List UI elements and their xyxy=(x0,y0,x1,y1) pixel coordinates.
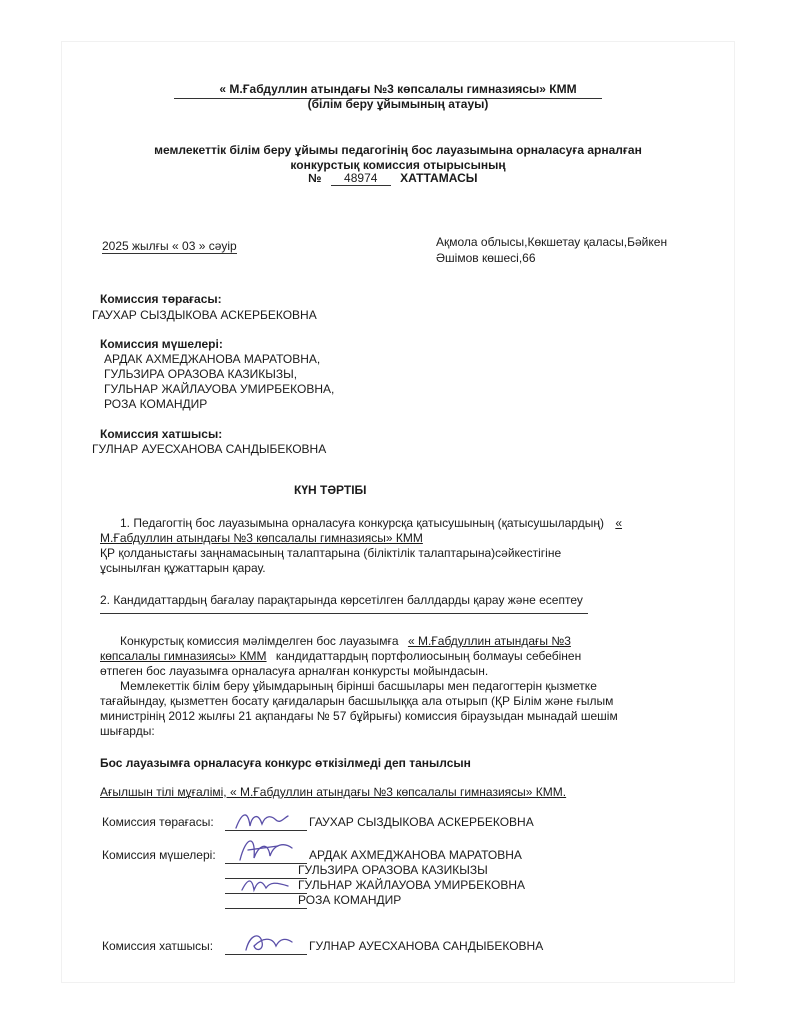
sign-member-name: ГУЛЬЗИРА ОРАЗОВА КАЗИКЫЗЫ xyxy=(298,863,488,877)
members-label: Комиссия мүшелері: xyxy=(100,337,223,351)
org-caption: (білім беру ұйымының атауы) xyxy=(307,97,489,111)
member-item: РОЗА КОМАНДИР xyxy=(104,397,208,411)
agenda-item1-line3: ҚР қолданыстағы заңнамасының талаптарына (біліктілік талаптарына)сәйкестігіне xyxy=(100,546,562,560)
sign-secretary-label: Комиссия хатшысы: xyxy=(102,939,214,953)
body-p1-line3: өтпеген бос лауазымға орналасуға арналған конкурсты мойындасын. xyxy=(100,664,489,678)
agenda-item2: 2. Кандидаттардың бағалау парақтарында көрсетілген баллдарды қарау және есептеу xyxy=(100,593,583,607)
title-line2: конкурстық комиссия отырысының xyxy=(290,158,506,172)
title-line1: мемлекеттік білім беру ұйымы педагогінің бос лауазымына орналасуға арналған xyxy=(154,143,642,157)
org-name: « М.Ғабдуллин атындағы №3 көпсалалы гимназиясы» КММ xyxy=(219,82,577,96)
protocol-word: ХАТТАМАСЫ xyxy=(400,171,478,185)
sign-member-name: РОЗА КОМАНДИР xyxy=(298,893,402,907)
member-item: АРДАК АХМЕДЖАНОВА МАРАТОВНА, xyxy=(104,352,321,366)
document-page xyxy=(62,42,734,982)
agenda-item1-line4: ұсынылған құжаттарын қарау. xyxy=(100,561,266,575)
body-p2-line3: министрінің 2012 жылғы 21 ақпандағы № 57 бұйрығы) комиссия біраузыдан мынадай шешім xyxy=(100,709,618,723)
decision-position: Ағылшын тілі мұғалімі, « М.Ғабдуллин атындағы №3 көпсалалы гимназиясы» КММ. xyxy=(100,785,567,799)
agenda-item1-line1: 1. Педагогтің бос лауазымына орналасуға конкурсқа қатысушының (қатысушылардың) « xyxy=(120,516,623,530)
address-line1: Ақмола облысы,Көкшетау қаласы,Бәйкен xyxy=(436,235,668,249)
number-prefix: № xyxy=(308,171,322,185)
protocol-number: 48974 xyxy=(331,171,391,186)
sign-chair-name: ГАУХАР СЫЗДЫКОВА АСКЕРБЕКОВНА xyxy=(309,815,534,829)
body-p1-line1: Конкурстық комиссия мәлімделген бос лауазымға « М.Ғабдуллин атындағы №3 xyxy=(120,634,571,648)
body-p1-line2: көпсалалы гимназиясы» КММ кандидаттардың портфолиосының болмауы себебінен xyxy=(100,649,582,663)
sign-member-name: ГУЛЬНАР ЖАЙЛАУОВА УМИРБЕКОВНА xyxy=(298,878,526,892)
sign-chair-label: Комиссия төрағасы: xyxy=(102,815,214,829)
secretary-label: Комиссия хатшысы: xyxy=(100,427,223,441)
decision-text: Бос лауазымға орналасуға конкурс өткізілмеді деп танылсын xyxy=(100,756,471,770)
sign-secretary-name: ГУЛНАР АУЕСХАНОВА САНДЫБЕКОВНА xyxy=(309,939,544,953)
address-line2: Әшімов көшесі,66 xyxy=(436,251,536,265)
protocol-number-row xyxy=(308,171,478,186)
sign-line xyxy=(225,908,307,909)
protocol-date: 2025 жылғы « 03 » сәуір xyxy=(102,239,237,253)
agenda-heading: КҮН ТӘРТІБІ xyxy=(294,483,367,497)
chair-label: Комиссия төрағасы: xyxy=(100,292,222,306)
signature-scribble xyxy=(234,832,300,866)
agenda-divider xyxy=(100,613,588,614)
signature-scribble xyxy=(240,928,296,956)
signature-scribble xyxy=(238,874,292,896)
body-p2-line1: Мемлекеттік білім беру ұйымдарының бірінші басшылары мен педагогтерін қызметке xyxy=(120,679,597,693)
sign-member-name: АРДАК АХМЕДЖАНОВА МАРАТОВНА xyxy=(309,848,522,862)
agenda-item1-org: М.Ғабдуллин атындағы №3 көпсалалы гимназиясы» КММ xyxy=(100,531,423,545)
signature-scribble xyxy=(232,806,292,834)
member-item: ГУЛЬЗИРА ОРАЗОВА КАЗИКЫЗЫ, xyxy=(104,367,298,381)
body-p2-line2: тағайындау, қызметтен босату қағидаларын басшылыққа ала отырып (ҚР Білім және ғылым xyxy=(100,694,614,708)
secretary-name: ГУЛНАР АУЕСХАНОВА САНДЫБЕКОВНА xyxy=(92,442,327,456)
chair-name: ГАУХАР СЫЗДЫКОВА АСКЕРБЕКОВНА xyxy=(92,308,317,322)
member-item: ГУЛЬНАР ЖАЙЛАУОВА УМИРБЕКОВНА, xyxy=(104,382,335,396)
body-p2-line4: шығарды: xyxy=(100,724,155,738)
sign-members-label: Комиссия мүшелері: xyxy=(102,848,216,862)
